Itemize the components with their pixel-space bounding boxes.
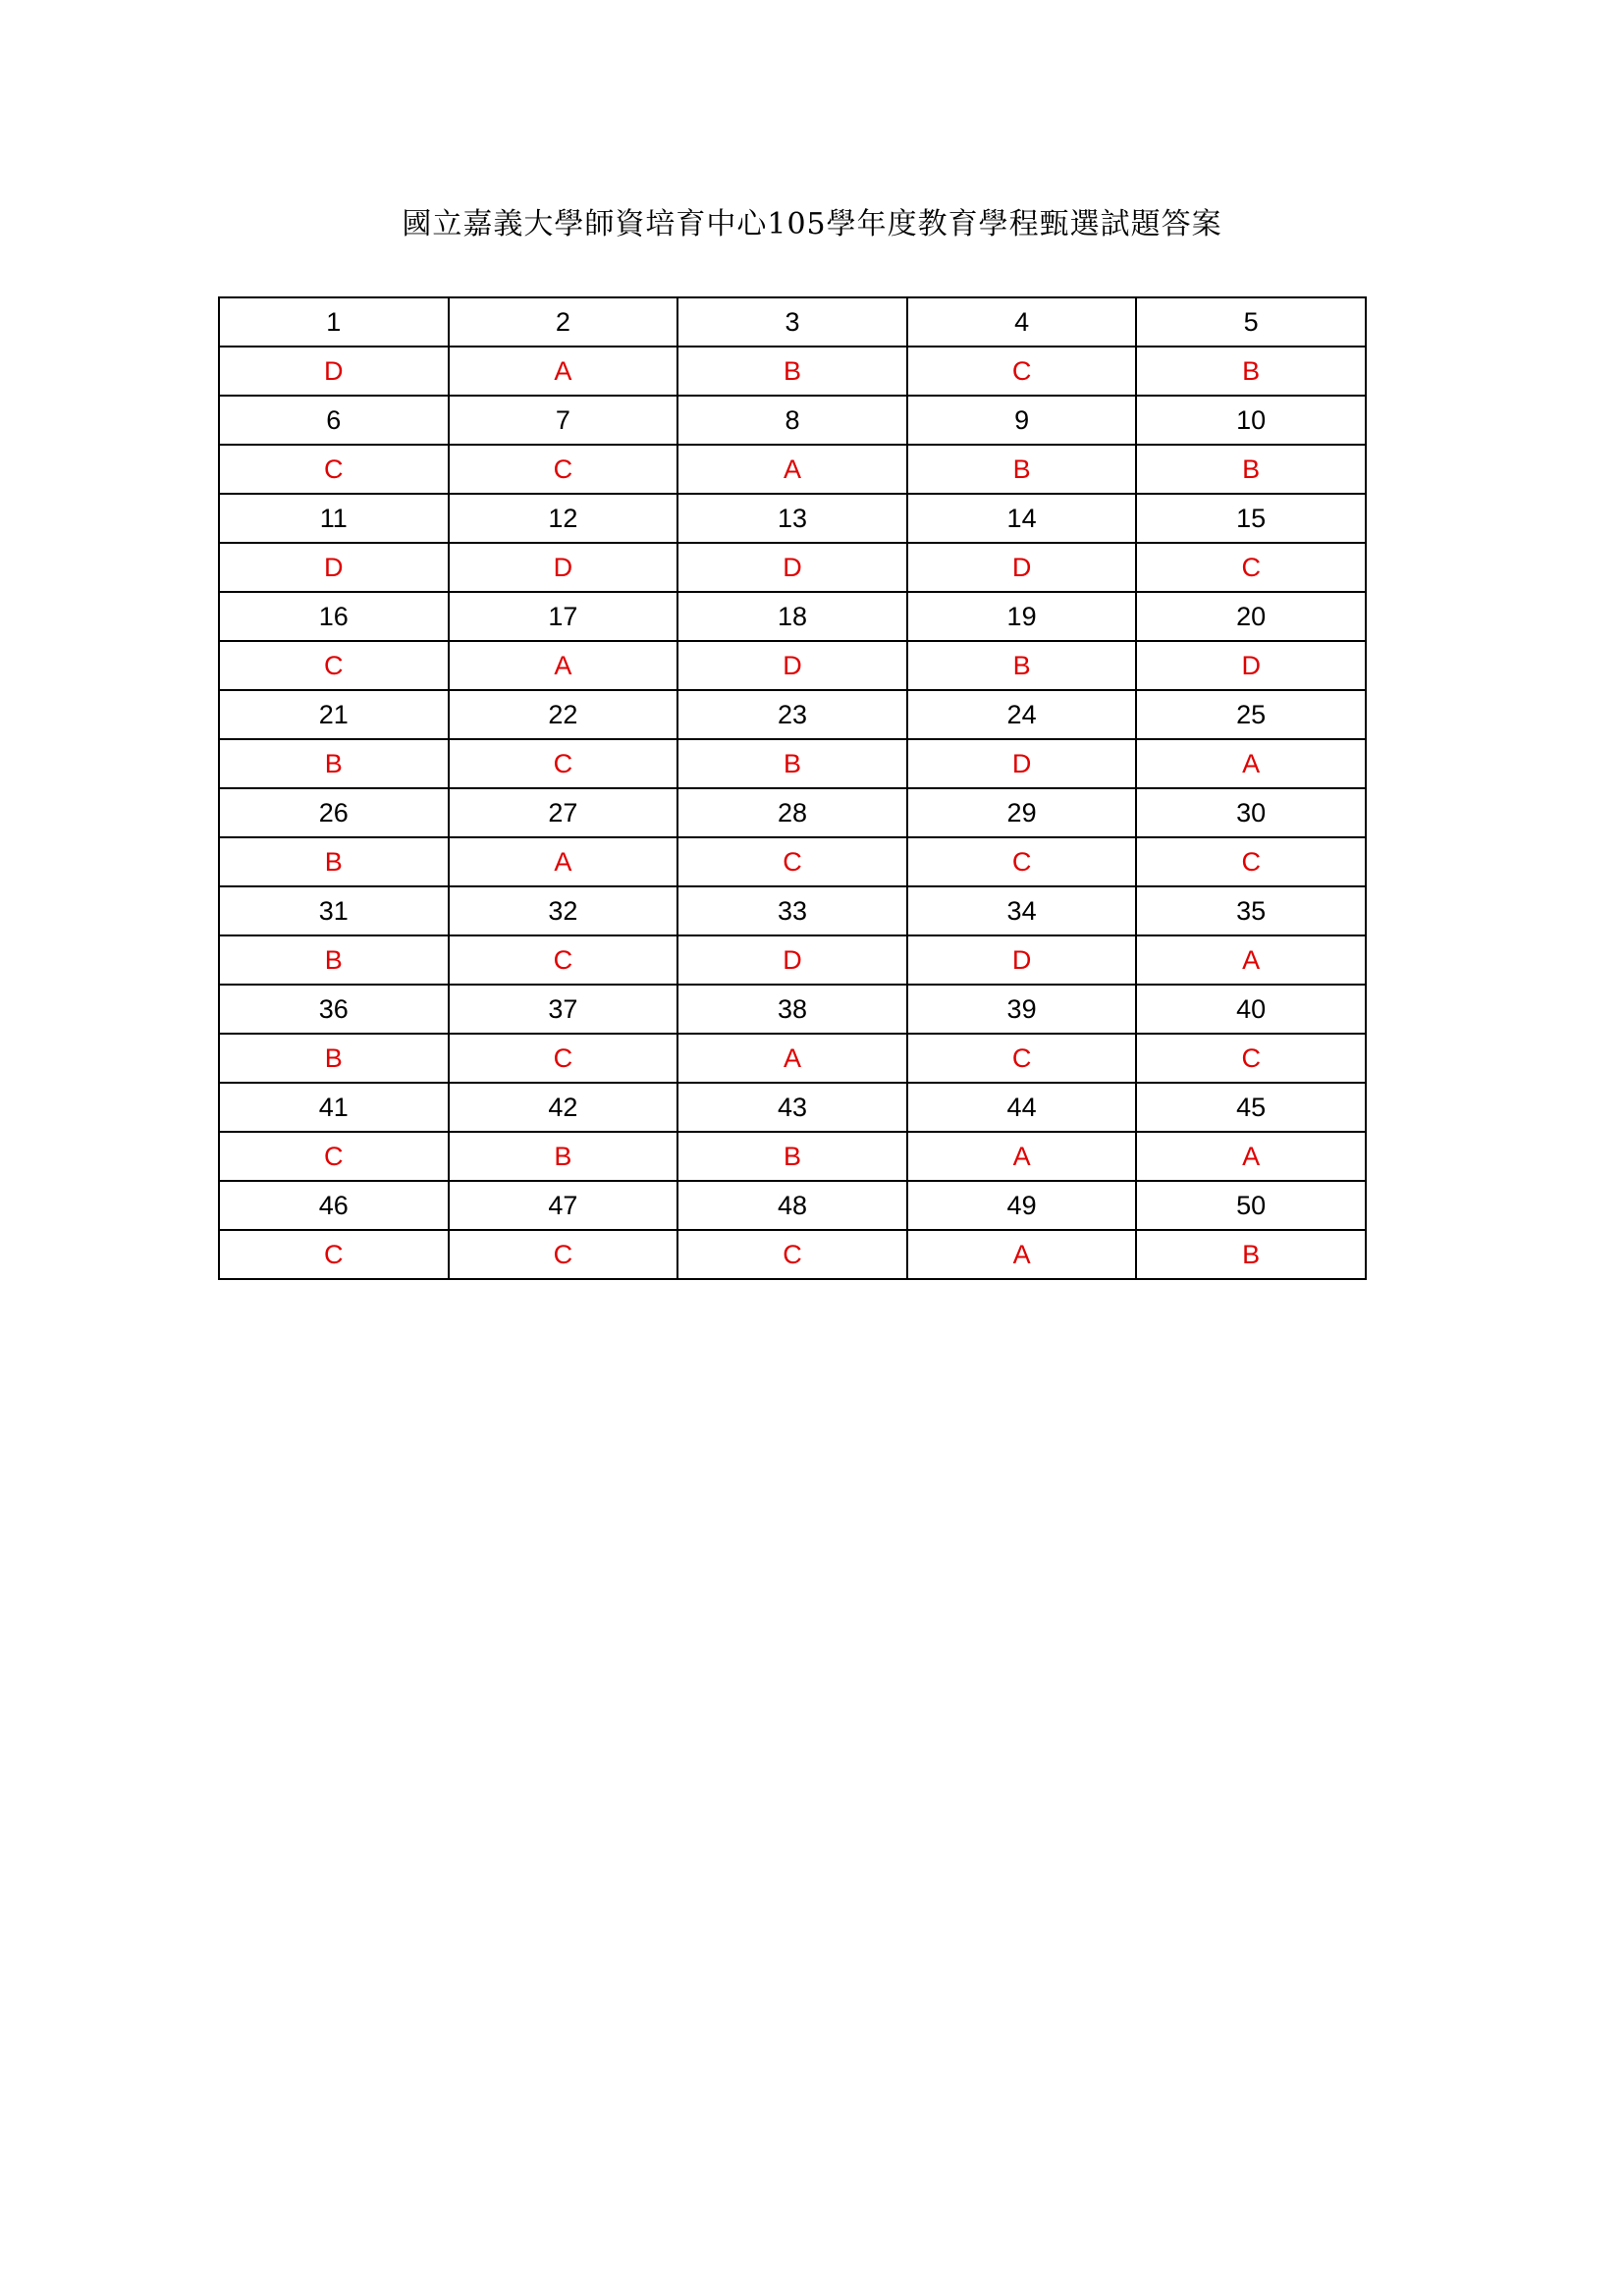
answer-cell: B [907,445,1137,494]
question-number-row [219,690,1366,739]
question-number-row [219,297,1366,347]
answer-cell: A [449,347,678,396]
question-number-cell: 38 [677,985,907,1034]
answer-cell: B [677,347,907,396]
answer-row [219,347,1366,396]
question-number-row [219,985,1366,1034]
question-number-cell: 24 [907,690,1137,739]
question-number-cell: 26 [219,788,449,837]
answer-cell: B [907,641,1137,690]
question-number-cell: 46 [219,1181,449,1230]
answer-cell: D [677,935,907,985]
answer-cell: C [219,1230,449,1279]
answer-cell: B [219,739,449,788]
answer-cell: C [1136,543,1366,592]
question-number-row [219,396,1366,445]
answer-cell: C [907,1034,1137,1083]
answer-row [219,739,1366,788]
question-number-cell: 47 [449,1181,678,1230]
question-number-cell: 9 [907,396,1137,445]
answer-row [219,837,1366,886]
question-number-cell: 28 [677,788,907,837]
answer-cell: D [907,543,1137,592]
answer-cell: C [219,641,449,690]
answer-cell: C [677,1230,907,1279]
question-number-cell: 36 [219,985,449,1034]
answer-row [219,641,1366,690]
question-number-cell: 7 [449,396,678,445]
answer-cell: B [1136,1230,1366,1279]
question-number-cell: 35 [1136,886,1366,935]
question-number-cell: 2 [449,297,678,347]
answer-cell: A [677,1034,907,1083]
answer-row [219,935,1366,985]
answer-cell: B [219,1034,449,1083]
question-number-cell: 49 [907,1181,1137,1230]
question-number-cell: 32 [449,886,678,935]
answer-cell: D [907,935,1137,985]
question-number-row [219,886,1366,935]
question-number-cell: 25 [1136,690,1366,739]
question-number-cell: 17 [449,592,678,641]
answer-cell: C [449,1034,678,1083]
question-number-cell: 12 [449,494,678,543]
answer-cell: A [1136,739,1366,788]
question-number-cell: 21 [219,690,449,739]
question-number-cell: 20 [1136,592,1366,641]
question-number-row [219,1181,1366,1230]
answer-cell: C [1136,837,1366,886]
question-number-cell: 29 [907,788,1137,837]
answer-cell: B [1136,347,1366,396]
question-number-cell: 1 [219,297,449,347]
answer-cell: B [219,935,449,985]
answer-cell: C [907,347,1137,396]
question-number-cell: 50 [1136,1181,1366,1230]
answer-cell: A [449,641,678,690]
question-number-cell: 23 [677,690,907,739]
question-number-cell: 4 [907,297,1137,347]
question-number-cell: 39 [907,985,1137,1034]
answer-cell: D [449,543,678,592]
answer-row [219,1230,1366,1279]
answer-cell: D [907,739,1137,788]
question-number-cell: 37 [449,985,678,1034]
question-number-cell: 14 [907,494,1137,543]
answer-cell: D [1136,641,1366,690]
answer-cell: C [449,445,678,494]
answer-cell: C [1136,1034,1366,1083]
answer-cell: C [449,739,678,788]
answer-cell: A [677,445,907,494]
answer-cell: B [677,739,907,788]
answer-cell: B [1136,445,1366,494]
question-number-cell: 45 [1136,1083,1366,1132]
answer-cell: C [219,1132,449,1181]
question-number-cell: 48 [677,1181,907,1230]
answer-cell: B [677,1132,907,1181]
question-number-cell: 34 [907,886,1137,935]
question-number-row [219,592,1366,641]
question-number-cell: 6 [219,396,449,445]
question-number-cell: 40 [1136,985,1366,1034]
answer-table [218,296,1367,1280]
question-number-cell: 43 [677,1083,907,1132]
question-number-cell: 15 [1136,494,1366,543]
question-number-cell: 27 [449,788,678,837]
answer-cell: D [219,543,449,592]
answer-cell: C [449,935,678,985]
answer-cell: A [907,1230,1137,1279]
answer-row [219,543,1366,592]
answer-cell: D [677,641,907,690]
answer-cell: C [907,837,1137,886]
question-number-cell: 18 [677,592,907,641]
page-title: 國立嘉義大學師資培育中心105學年度教育學程甄選試題答案 [402,207,1222,241]
answer-table-body [219,297,1366,1279]
answer-cell: A [449,837,678,886]
answer-cell: B [449,1132,678,1181]
question-number-cell: 3 [677,297,907,347]
question-number-cell: 33 [677,886,907,935]
question-number-row [219,494,1366,543]
question-number-cell: 30 [1136,788,1366,837]
question-number-cell: 44 [907,1083,1137,1132]
answer-cell: C [219,445,449,494]
question-number-cell: 16 [219,592,449,641]
question-number-cell: 10 [1136,396,1366,445]
question-number-cell: 11 [219,494,449,543]
answer-row [219,1034,1366,1083]
question-number-cell: 8 [677,396,907,445]
question-number-cell: 22 [449,690,678,739]
answer-cell: B [219,837,449,886]
answer-cell: A [1136,935,1366,985]
answer-row [219,445,1366,494]
question-number-cell: 42 [449,1083,678,1132]
answer-cell: A [907,1132,1137,1181]
answer-cell: A [1136,1132,1366,1181]
question-number-cell: 41 [219,1083,449,1132]
question-number-cell: 13 [677,494,907,543]
answer-row [219,1132,1366,1181]
answer-cell: C [677,837,907,886]
question-number-row [219,788,1366,837]
answer-cell: C [449,1230,678,1279]
question-number-row [219,1083,1366,1132]
answer-cell: D [677,543,907,592]
question-number-cell: 19 [907,592,1137,641]
question-number-cell: 31 [219,886,449,935]
answer-cell: D [219,347,449,396]
question-number-cell: 5 [1136,297,1366,347]
